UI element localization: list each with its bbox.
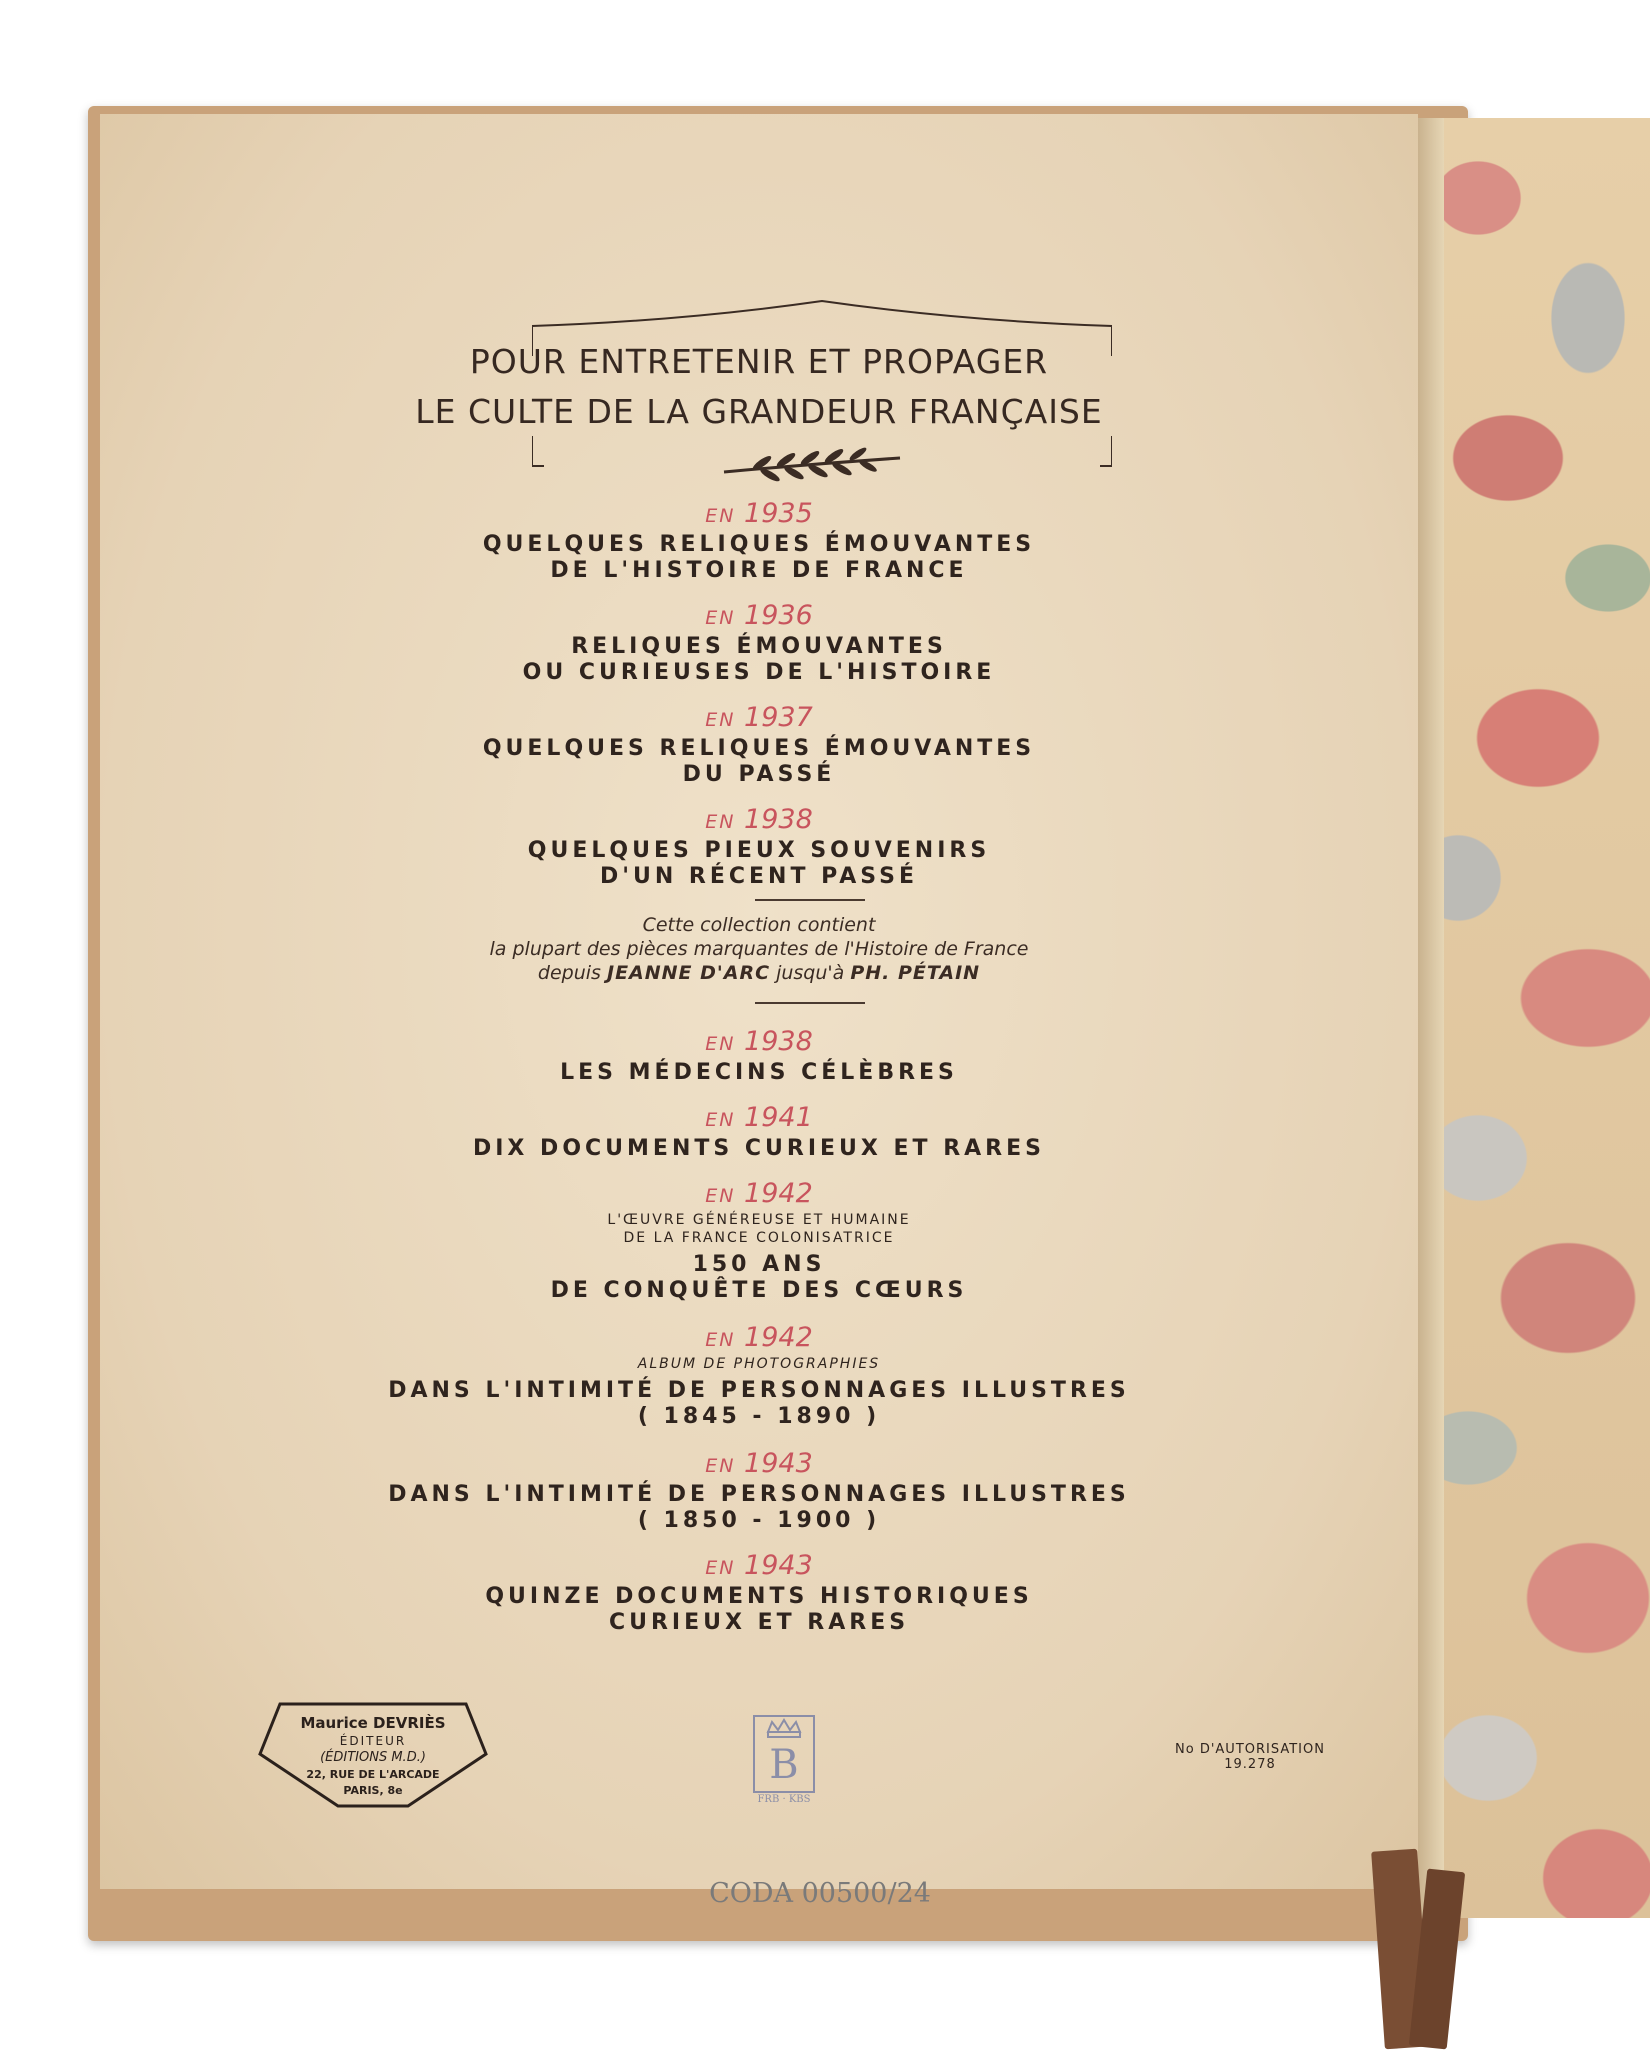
- entry-year-1941: EN 1941: [705, 1102, 813, 1133]
- authorisation: [1150, 1742, 1350, 1772]
- entry-subtitle: L'ŒUVRE GÉNÉREUSE ET HUMAINE: [607, 1212, 911, 1228]
- divider-rule: [755, 899, 865, 901]
- entry-title: RELIQUES ÉMOUVANTES: [571, 634, 947, 659]
- entry-subtitle: DE LA FRANCE COLONISATRICE: [623, 1230, 895, 1246]
- publisher-city: PARIS, 8e: [343, 1784, 403, 1797]
- entry-year-1938: EN 1938: [705, 804, 813, 835]
- entry-title: D'UN RÉCENT PASSÉ: [599, 864, 918, 889]
- page-content: [100, 114, 1418, 1909]
- entry-year-1938: EN 1938: [705, 1026, 813, 1057]
- publisher-role: ÉDITEUR: [339, 1734, 407, 1748]
- authorisation-label: No D'AUTORISATION: [1175, 1742, 1325, 1757]
- note-line-1: Cette collection contient: [642, 914, 876, 936]
- header-line-2: LE CULTE DE LA GRANDEUR FRANÇAISE: [415, 392, 1103, 431]
- marbled-endpaper: [1418, 118, 1650, 1918]
- publisher-address: 22, RUE DE L'ARCADE: [306, 1768, 440, 1781]
- note-line-2: la plupart des pièces marquantes de l'Histoire de France: [489, 938, 1029, 960]
- entry-title: CURIEUX ET RARES: [608, 1610, 910, 1635]
- entry-title: DU PASSÉ: [682, 762, 836, 787]
- entry-title: DANS L'INTIMITÉ DE PERSONNAGES ILLUSTRES: [388, 1378, 1130, 1403]
- entry-title: QUELQUES RELIQUES ÉMOUVANTES: [482, 736, 1036, 761]
- entry-title: 150 ANS: [692, 1252, 826, 1277]
- publisher-name: Maurice DEVRIÈS: [300, 1714, 446, 1732]
- stamp-caption: FRB · KBS: [757, 1794, 811, 1805]
- entry-title: OU CURIEUSES DE L'HISTOIRE: [522, 660, 996, 685]
- header-line-1: POUR ENTRETENIR ET PROPAGER: [469, 342, 1049, 381]
- entry-title: QUELQUES RELIQUES ÉMOUVANTES: [482, 532, 1036, 557]
- entry-year-1935: EN 1935: [705, 498, 813, 529]
- authorisation-number: 19.278: [1224, 1757, 1276, 1772]
- publisher-logo: [258, 1700, 488, 1810]
- note-line-3: depuis JEANNE D'ARC jusqu'à PH. PÉTAIN: [537, 962, 981, 984]
- entry-title: QUELQUES PIEUX SOUVENIRS: [527, 838, 991, 863]
- entry-title: DE L'HISTOIRE DE FRANCE: [550, 558, 968, 583]
- entry-title: DIX DOCUMENTS CURIEUX ET RARES: [472, 1136, 1045, 1161]
- entry-year-1942: EN 1942: [705, 1322, 813, 1353]
- inventory-mark: CODA 00500/24: [709, 1878, 931, 1909]
- entry-subtitle: ALBUM DE PHOTOGRAPHIES: [637, 1356, 881, 1372]
- publisher-imprint: (ÉDITIONS M.D.): [320, 1750, 426, 1765]
- entry-title: QUINZE DOCUMENTS HISTORIQUES: [485, 1584, 1033, 1609]
- entry-title: DE CONQUÊTE DES CŒURS: [550, 1278, 968, 1303]
- entry-title: LES MÉDECINS CÉLÈBRES: [560, 1060, 958, 1085]
- entry-year-1942: EN 1942: [705, 1178, 813, 1209]
- entry-year-1936: EN 1936: [705, 600, 813, 631]
- laurel-branch-icon: [722, 444, 902, 484]
- entry-title: DANS L'INTIMITÉ DE PERSONNAGES ILLUSTRES: [388, 1482, 1130, 1507]
- book-spine: [1418, 118, 1444, 1918]
- entry-title: ( 1850 - 1900 ): [637, 1508, 881, 1533]
- entry-year-1937: EN 1937: [705, 702, 813, 733]
- page: [100, 114, 1418, 1909]
- library-stamp: [746, 1710, 836, 1810]
- stamp-letter: B: [769, 1742, 799, 1788]
- entry-year-1943: EN 1943: [705, 1448, 813, 1479]
- divider-rule: [755, 1002, 865, 1004]
- entry-title: ( 1845 - 1890 ): [637, 1404, 881, 1429]
- entry-year-1943: EN 1943: [705, 1550, 813, 1581]
